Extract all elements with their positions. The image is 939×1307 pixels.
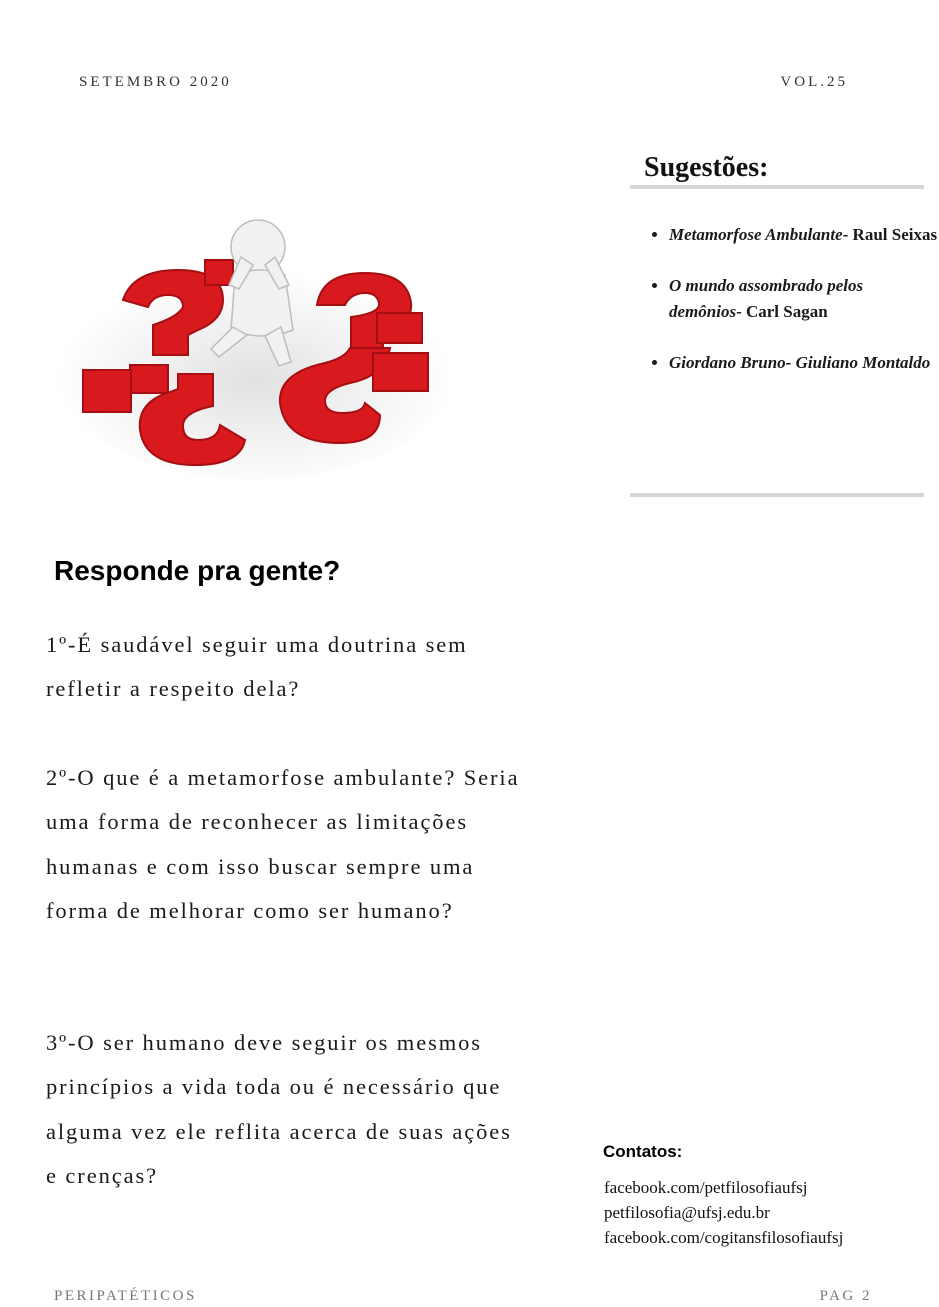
question-paragraph: 3º-O ser humano deve seguir os mesmos princípios a vida toda ou é necessário que alguma vez ele reflita acerca de suas ações e crenças? [46,1030,512,1188]
volume-number: VOL.25 [780,74,848,90]
contact-facebook-link[interactable]: facebook.com/petfilosofiaufsj [604,1178,808,1197]
question-paragraph: 1º-É saudável seguir uma doutrina sem refletir a respeito dela? [46,632,468,702]
page-number: PAG 2 [819,1288,872,1304]
issue-date: SETEMBRO 2020 [79,74,232,90]
divider [630,493,924,497]
contact-facebook-link[interactable]: facebook.com/cogitansfilosofiaufsj [604,1228,844,1247]
contacts-title: Contatos: [603,1142,683,1161]
contact-email-link[interactable]: petfilosofia@ufsj.edu.br [604,1203,770,1222]
section-title: Responde pra gente? [54,555,341,586]
publication-name: PERIPATÉTICOS [54,1288,197,1304]
suggestions-title: Sugestões: [644,152,769,183]
list-item: • O mundo assombrado pelos demônios- Carl Sagan [669,273,939,325]
suggestions-list [649,222,939,401]
question-paragraph: 2º-O que é a metamorfose ambulante? Seria uma forma de reconhecer as limitações humanas e com isso buscar sempre uma forma de melhorar como ser humano? [46,765,520,923]
list-item: • Metamorfose Ambulante- Raul Seixas [669,222,939,248]
illustration [45,195,472,500]
list-item: • Giordano Bruno- Giuliano Montaldo [669,350,939,376]
divider [630,185,924,189]
